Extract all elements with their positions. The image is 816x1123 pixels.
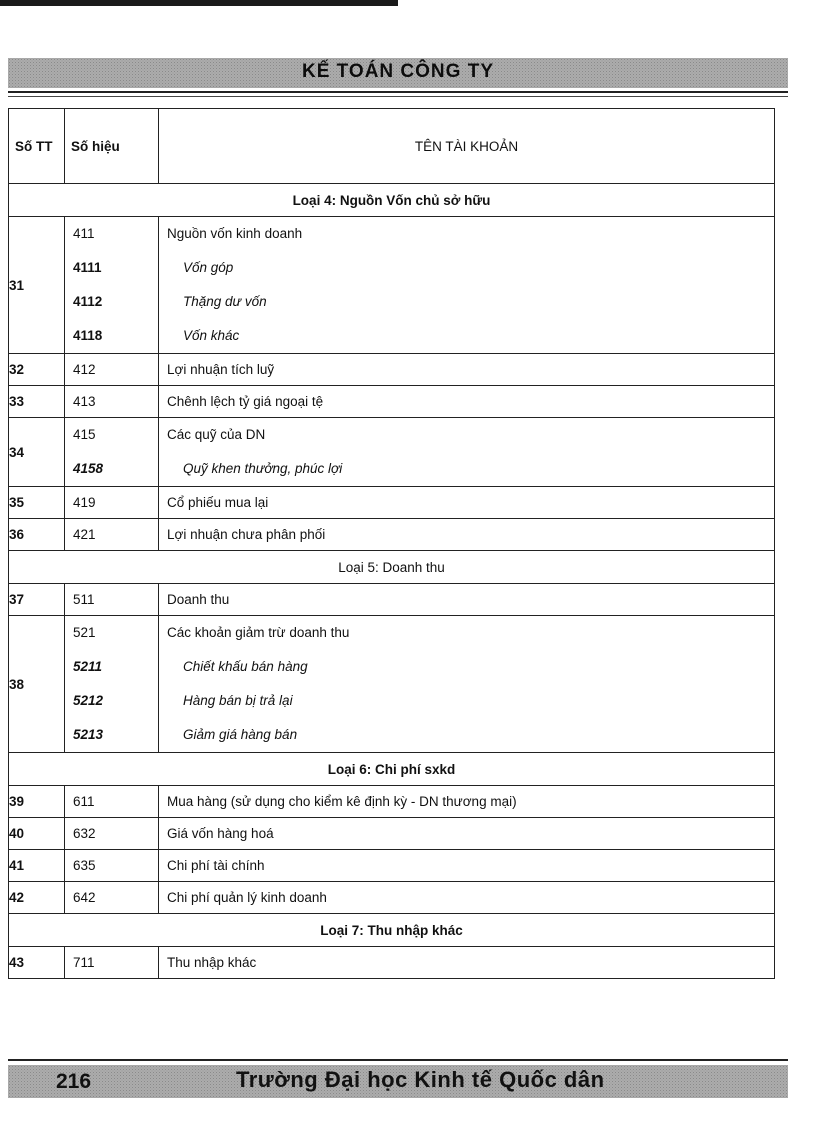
table-row (9, 882, 775, 914)
table-row (9, 386, 775, 418)
section-title-4: Loại 4: Nguồn Vốn chủ sở hữu (9, 184, 775, 217)
table-header-row (9, 109, 775, 184)
account-name: Các khoản giảm trừ doanh thu (167, 625, 350, 640)
account-code: 411 (73, 226, 95, 241)
row-stt: 37 (9, 584, 65, 616)
section-row (9, 914, 775, 947)
table-row (9, 487, 775, 519)
col-header-stt: Số TT (9, 109, 65, 184)
account-name: Doanh thu (167, 592, 230, 607)
account-name: Các quỹ của DN (167, 427, 266, 442)
row-stt: 35 (9, 487, 65, 519)
section-title-7: Loại 7: Thu nhập khác (9, 914, 775, 947)
row-names (159, 418, 775, 487)
account-code: 642 (73, 890, 96, 905)
account-name: Chi phí quản lý kinh doanh (167, 890, 327, 905)
table-row (9, 818, 775, 850)
account-name: Chiết khấu bán hàng (183, 659, 308, 674)
account-code: 4112 (73, 294, 103, 309)
account-name: Vốn khác (183, 328, 240, 343)
row-codes (65, 217, 159, 354)
table-row (9, 418, 775, 487)
account-name: Giá vốn hàng hoá (167, 826, 274, 841)
row-codes (65, 418, 159, 487)
table-row (9, 786, 775, 818)
account-name: Lợi nhuận tích luỹ (167, 362, 275, 377)
account-name: Quỹ khen thưởng, phúc lợi (183, 461, 343, 476)
page-header-title: KẾ TOÁN CÔNG TY (302, 61, 494, 82)
account-name: Lợi nhuận chưa phân phối (167, 527, 326, 542)
footer-institution: Trường Đại học Kinh tế Quốc dân (236, 1067, 605, 1092)
row-stt: 40 (9, 818, 65, 850)
row-stt: 39 (9, 786, 65, 818)
row-stt: 34 (9, 418, 65, 487)
account-name: Thu nhập khác (167, 955, 257, 970)
table-row (9, 519, 775, 551)
account-code: 632 (73, 826, 96, 841)
row-stt: 36 (9, 519, 65, 551)
table-row (9, 354, 775, 386)
account-code: 521 (73, 625, 96, 640)
row-stt: 31 (9, 217, 65, 354)
account-code: 415 (73, 427, 96, 442)
row-stt: 42 (9, 882, 65, 914)
account-code: 4158 (73, 461, 104, 476)
account-code: 419 (73, 495, 96, 510)
account-name: Chi phí tài chính (167, 858, 265, 873)
account-name: Thặng dư vốn (183, 294, 267, 309)
row-names (159, 217, 775, 354)
account-code: 413 (73, 394, 96, 409)
account-name: Cổ phiếu mua lại (167, 495, 269, 510)
section-title-6: Loại 6: Chi phí sxkd (9, 753, 775, 786)
page-number: 216 (56, 1070, 92, 1093)
col-header-code: Số hiệu (65, 109, 159, 184)
account-code: 412 (73, 362, 96, 377)
col-header-name: TÊN TÀI KHOẢN (159, 109, 775, 184)
row-stt: 41 (9, 850, 65, 882)
chart-of-accounts-table (8, 108, 775, 979)
account-name: Chênh lệch tỷ giá ngoại tệ (167, 394, 324, 409)
account-name: Nguồn vốn kinh doanh (167, 226, 303, 241)
account-code: 421 (73, 527, 96, 542)
section-title-5: Loại 5: Doanh thu (9, 551, 775, 584)
table-row (9, 850, 775, 882)
account-name: Hàng bán bị trả lại (183, 693, 293, 708)
account-code: 4118 (73, 328, 103, 343)
table-row (9, 616, 775, 753)
row-names (159, 616, 775, 753)
account-code: 5213 (73, 727, 104, 742)
account-name: Mua hàng (sử dụng cho kiểm kê định kỳ - DN thương mại) (167, 794, 517, 809)
table-row (9, 584, 775, 616)
account-name: Vốn góp (183, 260, 234, 275)
header-band (8, 58, 788, 88)
account-code: 5211 (73, 659, 103, 674)
section-row (9, 551, 775, 584)
account-code: 711 (73, 955, 95, 970)
top-rule (0, 0, 398, 6)
row-stt: 32 (9, 354, 65, 386)
table-row (9, 217, 775, 354)
row-stt: 33 (9, 386, 65, 418)
account-code: 611 (73, 794, 95, 809)
account-code: 635 (73, 858, 96, 873)
section-row (9, 753, 775, 786)
account-code: 4111 (73, 260, 102, 275)
account-code: 5212 (73, 693, 104, 708)
row-stt: 38 (9, 616, 65, 753)
row-codes (65, 616, 159, 753)
account-name: Giảm giá hàng bán (183, 727, 298, 742)
row-stt: 43 (9, 947, 65, 979)
section-row (9, 184, 775, 217)
account-code: 511 (73, 592, 95, 607)
footer-band (8, 1065, 788, 1098)
table-row (9, 947, 775, 979)
